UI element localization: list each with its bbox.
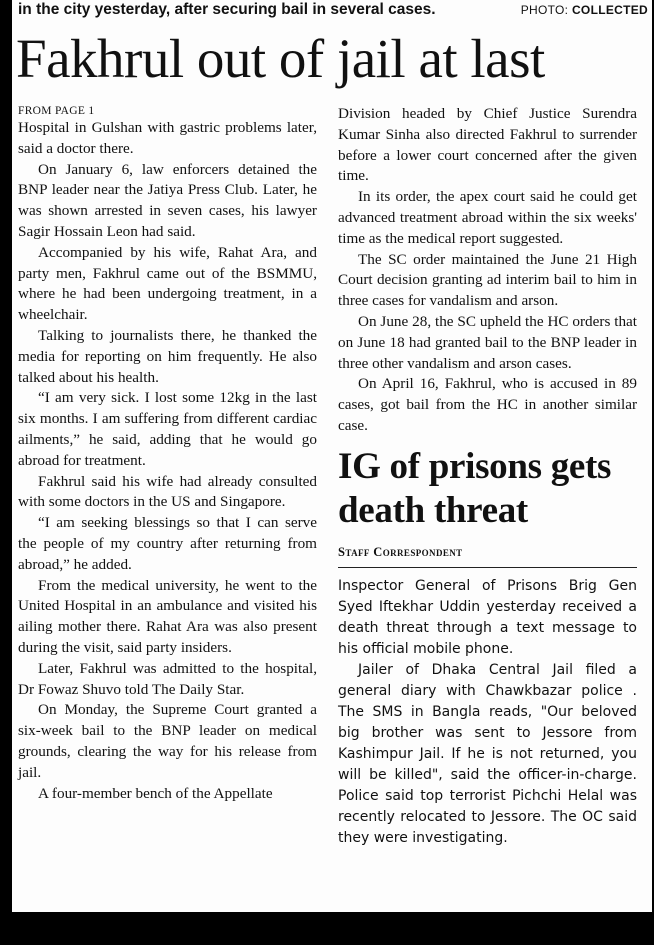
byline: Staff Correspondent [338,543,637,568]
secondary-headline: IG of prisons gets death threat [338,445,612,531]
story-paragraph: A four-member bench of the Appellate [38,784,273,802]
story-two-body [338,576,637,849]
story-paragraph: On June 28, the SC upheld the HC orders that on June 18 had granted bail to the BNP leader in three other vandalism and arson cases. [338,312,637,372]
story-paragraph: Talking to journalists there, he thanked the media for reporting on him frequently. He also talked about his health. [18,326,317,386]
story-paragraph: On April 16, Fakhrul, who is accused in 89 cases, got bail from the HC in another similar case. [338,375,637,434]
newspaper-page [12,0,652,912]
story-paragraph: Hospital in Gulshan with gastric problems later, said a doctor there. [18,119,317,157]
main-headline: Fakhrul out of jail at last [16,28,545,89]
story-paragraph: From the medical university, he went to the United Hospital in an ambulance and visited his ailing mother there. Rahat Ara was also present during the visit, said party insiders. [18,576,317,656]
story-paragraph: Inspector General of Prisons Brig Gen Syed Iftekhar Uddin yesterday received a death threat through a text message to his official mobile phone. [338,577,637,657]
story-paragraph: “I am seeking blessings so that I can serve the people of my country after returning from abroad,” he added. [18,514,317,573]
photo-credit-value: COLLECTED [571,3,648,17]
story-paragraph: The SC order maintained the June 21 High Court decision granting ad interim bail to him in three cases for vandalism and arson. [338,250,637,310]
story-one-column-right [338,104,637,849]
story-paragraph: “I am very sick. I lost some 12kg in the last six months. I am suffering from different cardiac ailments,” he said, adding that he would go abroad for treatment. [18,389,317,469]
story-paragraph: In its order, the apex court said he could get advanced treatment abroad within the six weeks' time as the medical report suggested. [338,188,637,247]
story-paragraph: Fakhrul said his wife had already consulted with some doctors in the US and Singapore. [18,472,317,511]
story-paragraph: Jailer of Dhaka Central Jail filed a general diary with Chawkbazar police . The SMS in Bangla reads, "Our beloved big brother was sent to Jessore from Kashimpur Jail. If he is not returned, you will be killed", said the officer-in-charge. Police said top terrorist Pichchi Helal was recently relocated to Jessore. The OC said they were investigating. [338,661,637,846]
jump-label: FROM PAGE 1 [18,105,95,117]
photo-credit-label: PHOTO: [520,3,572,17]
story-paragraph: On Monday, the Supreme Court granted a six-week bail to the BNP leader on medical grounds, clearing the way for his release from jail. [18,701,317,781]
photo-caption: in the city yesterday, after securing bail in several cases. [18,1,436,18]
story-paragraph: Accompanied by his wife, Rahat Ara, and party men, Fakhrul came out of the BSMMU, where he had been undergoing treatment, in a wheelchair. [18,243,317,324]
story-paragraph: Division headed by Chief Justice Surendra Kumar Sinha also directed Fakhrul to surrender before a lower court concerned after the given time. [338,105,637,185]
story-one-column-left [18,104,317,804]
photo-caption-bar [18,0,648,22]
story-paragraph: On January 6, law enforcers detained the BNP leader near the Jatiya Press Club. Later, he was shown arrested in seven cases, his lawyer Sagir Hossain Leon had said. [18,160,317,240]
photo-credit [521,2,648,18]
story-paragraph: Later, Fakhrul was admitted to the hospital, Dr Fowaz Shuvo told The Daily Star. [18,659,317,698]
